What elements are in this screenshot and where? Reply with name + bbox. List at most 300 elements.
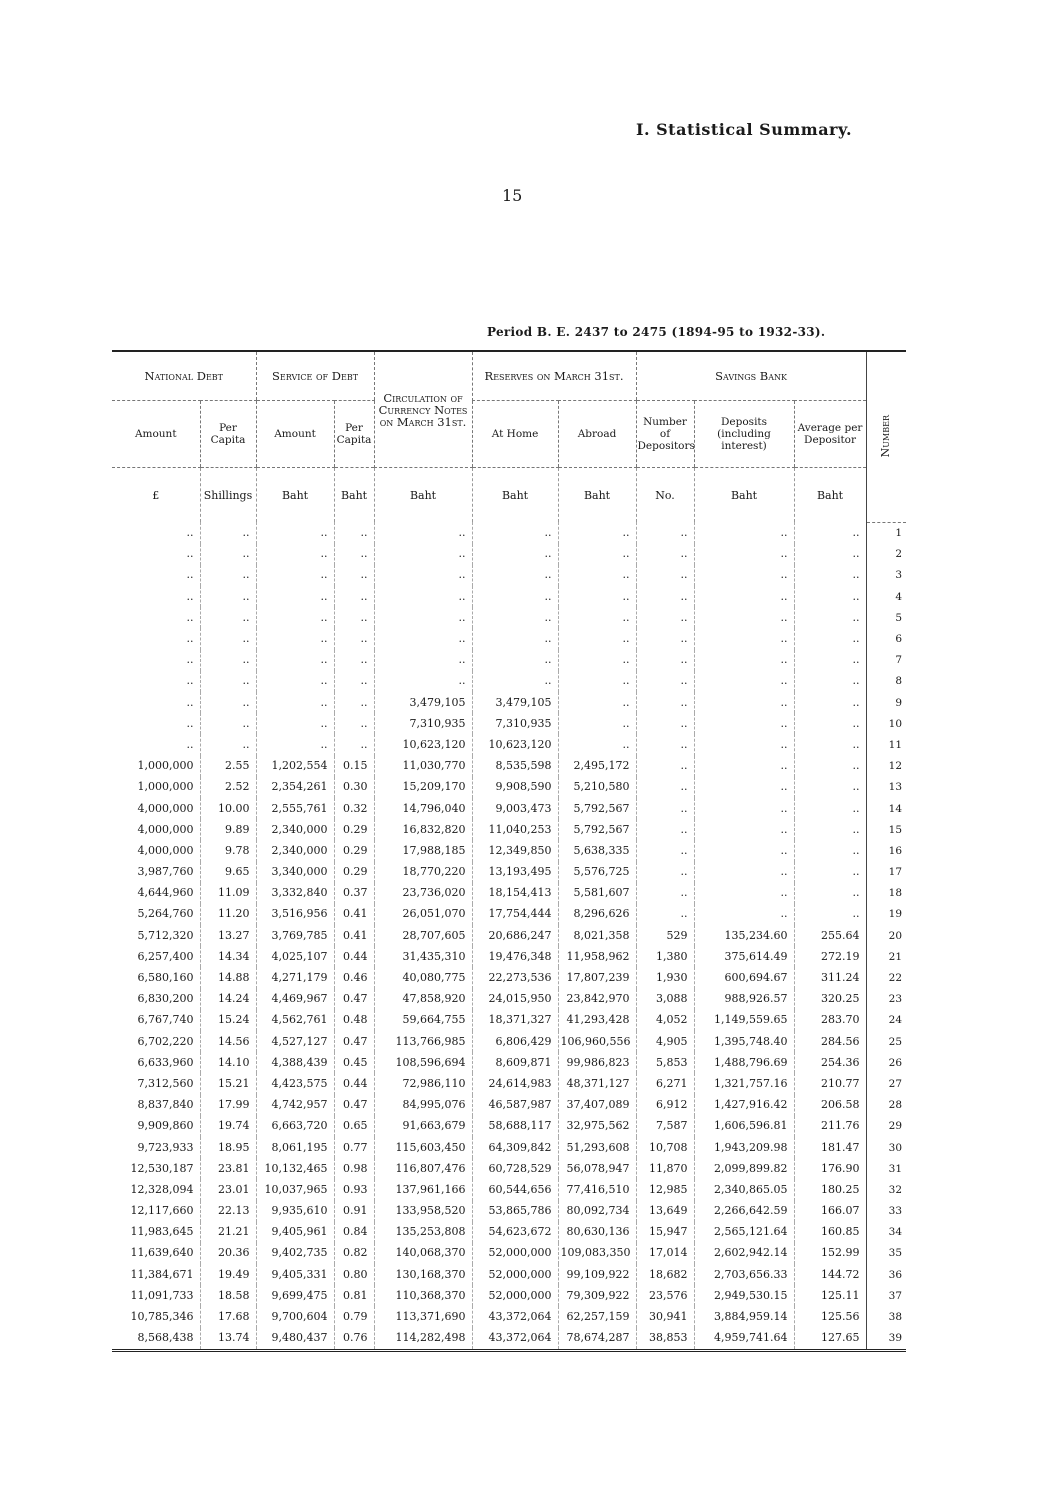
table-cell: .. xyxy=(256,734,334,755)
table-cell: 6,271 xyxy=(636,1073,694,1094)
table-cell: 19.74 xyxy=(200,1116,256,1137)
unit-cell: Baht xyxy=(256,468,334,523)
table-cell: 0.76 xyxy=(334,1328,374,1349)
table-cell: 2.52 xyxy=(200,777,256,798)
table-cell: .. xyxy=(334,544,374,565)
group-national-debt: National Debt xyxy=(112,352,256,401)
table-cell: 23,842,970 xyxy=(558,989,636,1010)
table-cell: .. xyxy=(334,692,374,713)
table-cell: 17.68 xyxy=(200,1306,256,1327)
table-cell: .. xyxy=(334,650,374,671)
table-row xyxy=(112,819,906,840)
data-table xyxy=(112,352,906,1349)
table-cell: 52,000,000 xyxy=(472,1264,558,1285)
table-cell: .. xyxy=(256,650,334,671)
table-cell: .. xyxy=(472,607,558,628)
row-number: 11 xyxy=(866,734,906,755)
table-cell: 0.79 xyxy=(334,1306,374,1327)
table-cell: .. xyxy=(186,547,194,561)
table-cell: 80,092,734 xyxy=(558,1201,636,1222)
row-number: 2 xyxy=(866,544,906,565)
table-cell: 254.36 xyxy=(794,1052,866,1073)
table-cell: .. xyxy=(636,756,694,777)
table-cell: 166.07 xyxy=(794,1201,866,1222)
table-cell: .. xyxy=(200,650,256,671)
table-cell: 9.65 xyxy=(200,862,256,883)
table-cell: 4,469,967 xyxy=(256,989,334,1010)
table-cell: 9,908,590 xyxy=(472,777,558,798)
table-cell: 28,707,605 xyxy=(374,925,472,946)
table-cell: 14.88 xyxy=(200,967,256,988)
row-number: 17 xyxy=(866,862,906,883)
table-cell: .. xyxy=(200,692,256,713)
table-cell: 13,649 xyxy=(636,1201,694,1222)
table-cell: .. xyxy=(636,734,694,755)
table-cell: .. xyxy=(636,671,694,692)
table-cell: 320.25 xyxy=(794,989,866,1010)
table-cell: 10,037,965 xyxy=(256,1179,334,1200)
table-cell: .. xyxy=(794,671,866,692)
table-cell: 6,830,200 xyxy=(137,992,194,1006)
table-cell: 58,688,117 xyxy=(472,1116,558,1137)
table-cell: 8,061,195 xyxy=(256,1137,334,1158)
page-number: 15 xyxy=(502,186,523,205)
table-cell: 4,052 xyxy=(636,1010,694,1031)
table-cell: 7,310,935 xyxy=(472,713,558,734)
table-cell: .. xyxy=(694,904,794,925)
table-cell: 22.13 xyxy=(200,1201,256,1222)
table-cell: 1,427,916.42 xyxy=(694,1095,794,1116)
unit-cell: No. xyxy=(636,468,694,523)
table-cell: 26,051,070 xyxy=(374,904,472,925)
table-cell: 14.34 xyxy=(200,946,256,967)
table-cell: .. xyxy=(694,840,794,861)
table-cell: .. xyxy=(186,568,194,582)
table-cell: 11,091,733 xyxy=(130,1288,194,1302)
table-cell: .. xyxy=(200,544,256,565)
table-cell: 14.10 xyxy=(200,1052,256,1073)
table-cell: 5,581,607 xyxy=(558,883,636,904)
table-cell: 11,983,645 xyxy=(130,1225,194,1239)
table-cell: 0.80 xyxy=(334,1264,374,1285)
table-cell: 0.47 xyxy=(334,989,374,1010)
table-cell: 12,985 xyxy=(636,1179,694,1200)
table-cell: .. xyxy=(200,713,256,734)
units-row xyxy=(112,468,906,523)
table-cell: 3,340,000 xyxy=(256,862,334,883)
table-cell: .. xyxy=(794,650,866,671)
table-cell: .. xyxy=(186,674,194,688)
table-cell: .. xyxy=(558,650,636,671)
table-cell: 0.41 xyxy=(334,925,374,946)
table-cell: 48,371,127 xyxy=(558,1073,636,1094)
table-cell: 52,000,000 xyxy=(472,1285,558,1306)
table-cell: .. xyxy=(256,565,334,586)
group-service-of-debt: Service of Debt xyxy=(256,352,374,401)
table-cell: 1,380 xyxy=(636,946,694,967)
table-cell: .. xyxy=(374,544,472,565)
row-number: 26 xyxy=(866,1052,906,1073)
table-cell: .. xyxy=(694,692,794,713)
table-cell: 137,961,166 xyxy=(374,1179,472,1200)
table-cell: 10,785,346 xyxy=(130,1310,194,1324)
table-cell: .. xyxy=(186,653,194,667)
table-cell: 0.46 xyxy=(334,967,374,988)
table-cell: .. xyxy=(374,586,472,607)
table-cell: 5,712,320 xyxy=(137,928,194,942)
table-cell: 210.77 xyxy=(794,1073,866,1094)
table-cell: .. xyxy=(558,671,636,692)
table-cell: 11,030,770 xyxy=(374,756,472,777)
table-row xyxy=(112,989,906,1010)
table-cell: 114,282,498 xyxy=(374,1328,472,1349)
row-number: 5 xyxy=(866,607,906,628)
table-cell: 24,614,983 xyxy=(472,1073,558,1094)
table-cell: 11,040,253 xyxy=(472,819,558,840)
header-depositors: Number of Depositors xyxy=(636,401,694,468)
table-cell: 17,754,444 xyxy=(472,904,558,925)
table-cell: 15,209,170 xyxy=(374,777,472,798)
table-row xyxy=(112,1328,906,1349)
table-cell: .. xyxy=(794,862,866,883)
table-cell: .. xyxy=(558,544,636,565)
table-cell: 19,476,348 xyxy=(472,946,558,967)
table-cell: .. xyxy=(374,522,472,544)
unit-cell: Baht xyxy=(794,468,866,523)
table-cell: 0.81 xyxy=(334,1285,374,1306)
row-number: 29 xyxy=(866,1116,906,1137)
table-cell: 99,109,922 xyxy=(558,1264,636,1285)
table-cell: .. xyxy=(794,522,866,544)
table-cell: .. xyxy=(636,565,694,586)
table-cell: .. xyxy=(256,586,334,607)
table-row xyxy=(112,734,906,755)
table-cell: 2,340,000 xyxy=(256,840,334,861)
table-cell: 18,682 xyxy=(636,1264,694,1285)
table-cell: 60,728,529 xyxy=(472,1158,558,1179)
table-cell: .. xyxy=(694,544,794,565)
table-cell: 17.99 xyxy=(200,1095,256,1116)
table-cell: 5,210,580 xyxy=(558,777,636,798)
table-cell: 11,958,962 xyxy=(558,946,636,967)
table-cell: 115,603,450 xyxy=(374,1137,472,1158)
header-debt-amount: Amount xyxy=(112,401,200,468)
table-cell: .. xyxy=(334,734,374,755)
table-cell: .. xyxy=(694,713,794,734)
table-cell: .. xyxy=(186,632,194,646)
table-cell: 127.65 xyxy=(794,1328,866,1349)
table-cell: 18.95 xyxy=(200,1137,256,1158)
table-cell: 64,309,842 xyxy=(472,1137,558,1158)
header-circulation: Circulation of Currency Notes on March 31st. xyxy=(374,352,472,468)
table-cell: 284.56 xyxy=(794,1031,866,1052)
table-cell: .. xyxy=(558,692,636,713)
table-cell: 53,865,786 xyxy=(472,1201,558,1222)
table-cell: 6,580,160 xyxy=(137,971,194,985)
table-cell: 9,723,933 xyxy=(137,1140,194,1154)
row-number: 33 xyxy=(866,1201,906,1222)
table-cell: 51,293,608 xyxy=(558,1137,636,1158)
table-cell: 375,614.49 xyxy=(694,946,794,967)
table-cell: .. xyxy=(472,586,558,607)
table-cell: 40,080,775 xyxy=(374,967,472,988)
table-cell: 272.19 xyxy=(794,946,866,967)
table-cell: 180.25 xyxy=(794,1179,866,1200)
table-cell: .. xyxy=(472,628,558,649)
row-number: 10 xyxy=(866,713,906,734)
table-cell: 2.55 xyxy=(200,756,256,777)
table-cell: .. xyxy=(472,565,558,586)
table-row xyxy=(112,692,906,713)
table-cell: 3,884,959.14 xyxy=(694,1306,794,1327)
table-cell: 3,332,840 xyxy=(256,883,334,904)
table-cell: 12,328,094 xyxy=(130,1182,194,1196)
row-number: 32 xyxy=(866,1179,906,1200)
table-cell: 1,395,748.40 xyxy=(694,1031,794,1052)
table-cell: 17,988,185 xyxy=(374,840,472,861)
table-cell: .. xyxy=(200,628,256,649)
table-cell: .. xyxy=(558,607,636,628)
section-title: I. Statistical Summary. xyxy=(636,120,853,139)
table-cell: 2,266,642.59 xyxy=(694,1201,794,1222)
header-service-amount: Amount xyxy=(256,401,334,468)
table-row xyxy=(112,756,906,777)
table-cell: 3,088 xyxy=(636,989,694,1010)
table-cell: 17,014 xyxy=(636,1243,694,1264)
table-cell: 181.47 xyxy=(794,1137,866,1158)
unit-cell: Baht xyxy=(334,468,374,523)
table-cell: .. xyxy=(186,695,194,709)
table-cell: 0.93 xyxy=(334,1179,374,1200)
group-savings-bank: Savings Bank xyxy=(636,352,866,401)
table-cell: 2,099,899.82 xyxy=(694,1158,794,1179)
table-row xyxy=(112,1073,906,1094)
table-cell: 3,479,105 xyxy=(374,692,472,713)
table-cell: 0.47 xyxy=(334,1095,374,1116)
table-row xyxy=(112,607,906,628)
row-number: 1 xyxy=(866,522,906,544)
table-cell: .. xyxy=(636,883,694,904)
table-cell: .. xyxy=(636,862,694,883)
table-cell: 5,264,760 xyxy=(137,907,194,921)
table-row xyxy=(112,1285,906,1306)
table-cell: .. xyxy=(186,716,194,730)
table-cell: .. xyxy=(636,692,694,713)
table-cell: .. xyxy=(694,586,794,607)
table-cell: .. xyxy=(558,586,636,607)
row-number: 14 xyxy=(866,798,906,819)
table-cell: .. xyxy=(794,628,866,649)
table-row xyxy=(112,1095,906,1116)
table-cell: 4,562,761 xyxy=(256,1010,334,1031)
table-cell: 5,638,335 xyxy=(558,840,636,861)
table-row xyxy=(112,1031,906,1052)
table-cell: 10,623,120 xyxy=(374,734,472,755)
table-cell: .. xyxy=(200,607,256,628)
table-cell: 4,000,000 xyxy=(137,843,194,857)
table-cell: 7,312,560 xyxy=(137,1076,194,1090)
table-cell: 6,257,400 xyxy=(137,949,194,963)
table-cell: 3,987,760 xyxy=(137,865,194,879)
table-cell: 99,986,823 xyxy=(558,1052,636,1073)
table-cell: 0.44 xyxy=(334,946,374,967)
table-cell: .. xyxy=(472,650,558,671)
table-row xyxy=(112,1010,906,1031)
table-cell: 0.41 xyxy=(334,904,374,925)
header-abroad: Abroad xyxy=(558,401,636,468)
table-cell: .. xyxy=(636,713,694,734)
table-cell: 11.09 xyxy=(200,883,256,904)
table-row xyxy=(112,565,906,586)
table-cell: .. xyxy=(256,692,334,713)
table-cell: 4,644,960 xyxy=(137,886,194,900)
header-deposits: Deposits (including interest) xyxy=(694,401,794,468)
group-reserves: Reserves on March 31st. xyxy=(472,352,636,401)
table-cell: .. xyxy=(794,586,866,607)
table-cell: 24,015,950 xyxy=(472,989,558,1010)
table-cell: 23,576 xyxy=(636,1285,694,1306)
table-cell: .. xyxy=(694,650,794,671)
row-number: 6 xyxy=(866,628,906,649)
table-cell: .. xyxy=(374,650,472,671)
table-cell: 79,309,922 xyxy=(558,1285,636,1306)
table-cell: 108,596,694 xyxy=(374,1052,472,1073)
table-cell: .. xyxy=(334,628,374,649)
table-cell: 14.56 xyxy=(200,1031,256,1052)
table-cell: 91,663,679 xyxy=(374,1116,472,1137)
table-cell: 2,340,865.05 xyxy=(694,1179,794,1200)
row-number: 7 xyxy=(866,650,906,671)
table-cell: 18.58 xyxy=(200,1285,256,1306)
row-number: 8 xyxy=(866,671,906,692)
table-row xyxy=(112,883,906,904)
table-cell: 23.81 xyxy=(200,1158,256,1179)
table-cell: 0.29 xyxy=(334,840,374,861)
table-cell: 20,686,247 xyxy=(472,925,558,946)
table-cell: 4,527,127 xyxy=(256,1031,334,1052)
table-cell: 3,516,956 xyxy=(256,904,334,925)
table-cell: .. xyxy=(694,798,794,819)
table-cell: 78,674,287 xyxy=(558,1328,636,1349)
table-cell: 11.20 xyxy=(200,904,256,925)
table-cell: .. xyxy=(334,713,374,734)
table-cell: 8,535,598 xyxy=(472,756,558,777)
table-cell: 4,000,000 xyxy=(137,801,194,815)
period-caption: Period B. E. 2437 to 2475 (1894-95 to 1932-33). xyxy=(487,325,826,339)
table-cell: 5,792,567 xyxy=(558,798,636,819)
table-cell: 59,664,755 xyxy=(374,1010,472,1031)
table-cell: .. xyxy=(200,565,256,586)
row-number: 34 xyxy=(866,1222,906,1243)
unit-cell: Baht xyxy=(374,468,472,523)
table-cell: .. xyxy=(256,713,334,734)
table-row xyxy=(112,1222,906,1243)
table-cell: 0.47 xyxy=(334,1031,374,1052)
table-cell: 43,372,064 xyxy=(472,1306,558,1327)
table-cell: 15.24 xyxy=(200,1010,256,1031)
table-body xyxy=(112,522,906,1349)
statistical-table xyxy=(112,350,906,1352)
table-cell: .. xyxy=(794,819,866,840)
table-cell: 14,796,040 xyxy=(374,798,472,819)
table-cell: .. xyxy=(558,522,636,544)
table-cell: .. xyxy=(794,544,866,565)
table-cell: 140,068,370 xyxy=(374,1243,472,1264)
table-cell: 152.99 xyxy=(794,1243,866,1264)
table-cell: 4,025,107 xyxy=(256,946,334,967)
row-number: 28 xyxy=(866,1095,906,1116)
row-number: 27 xyxy=(866,1073,906,1094)
table-cell: 0.98 xyxy=(334,1158,374,1179)
table-cell: 38,853 xyxy=(636,1328,694,1349)
table-cell: 43,372,064 xyxy=(472,1328,558,1349)
table-cell: 0.29 xyxy=(334,819,374,840)
table-row xyxy=(112,522,906,544)
table-cell: 5,792,567 xyxy=(558,819,636,840)
table-cell: 16,832,820 xyxy=(374,819,472,840)
table-cell: .. xyxy=(694,756,794,777)
table-cell: 0.29 xyxy=(334,862,374,883)
table-cell: 988,926.57 xyxy=(694,989,794,1010)
table-cell: 2,602,942.14 xyxy=(694,1243,794,1264)
table-cell: 15.21 xyxy=(200,1073,256,1094)
table-cell: 600,694.67 xyxy=(694,967,794,988)
table-cell: 30,941 xyxy=(636,1306,694,1327)
table-cell: .. xyxy=(636,586,694,607)
table-row xyxy=(112,840,906,861)
table-cell: 9,699,475 xyxy=(256,1285,334,1306)
table-cell: 8,837,840 xyxy=(137,1098,194,1112)
table-cell: 4,742,957 xyxy=(256,1095,334,1116)
unit-cell: Baht xyxy=(558,468,636,523)
table-cell: 6,806,429 xyxy=(472,1031,558,1052)
table-cell: 9,405,961 xyxy=(256,1222,334,1243)
table-cell: 116,807,476 xyxy=(374,1158,472,1179)
table-cell: 11,384,671 xyxy=(130,1267,194,1281)
table-cell: .. xyxy=(374,607,472,628)
table-cell: 6,702,220 xyxy=(137,1034,194,1048)
table-cell: .. xyxy=(694,628,794,649)
table-cell: 84,995,076 xyxy=(374,1095,472,1116)
table-cell: 4,423,575 xyxy=(256,1073,334,1094)
table-cell: 9.78 xyxy=(200,840,256,861)
table-cell: .. xyxy=(256,522,334,544)
table-cell: .. xyxy=(636,522,694,544)
table-cell: 13.27 xyxy=(200,925,256,946)
row-number: 30 xyxy=(866,1137,906,1158)
table-cell: 0.30 xyxy=(334,777,374,798)
table-cell: 19.49 xyxy=(200,1264,256,1285)
table-row xyxy=(112,777,906,798)
row-number: 38 xyxy=(866,1306,906,1327)
table-cell: 1,488,796.69 xyxy=(694,1052,794,1073)
table-cell: 7,587 xyxy=(636,1116,694,1137)
table-cell: 23.01 xyxy=(200,1179,256,1200)
table-row xyxy=(112,946,906,967)
table-cell: 9,700,604 xyxy=(256,1306,334,1327)
header-at-home: At Home xyxy=(472,401,558,468)
table-cell: 113,766,985 xyxy=(374,1031,472,1052)
table-cell: 211.76 xyxy=(794,1116,866,1137)
header-average: Average per Depositor xyxy=(794,401,866,468)
table-cell: 6,663,720 xyxy=(256,1116,334,1137)
table-cell: .. xyxy=(472,671,558,692)
table-cell: .. xyxy=(794,883,866,904)
table-row xyxy=(112,671,906,692)
table-cell: .. xyxy=(794,904,866,925)
table-cell: .. xyxy=(794,713,866,734)
table-cell: .. xyxy=(794,798,866,819)
